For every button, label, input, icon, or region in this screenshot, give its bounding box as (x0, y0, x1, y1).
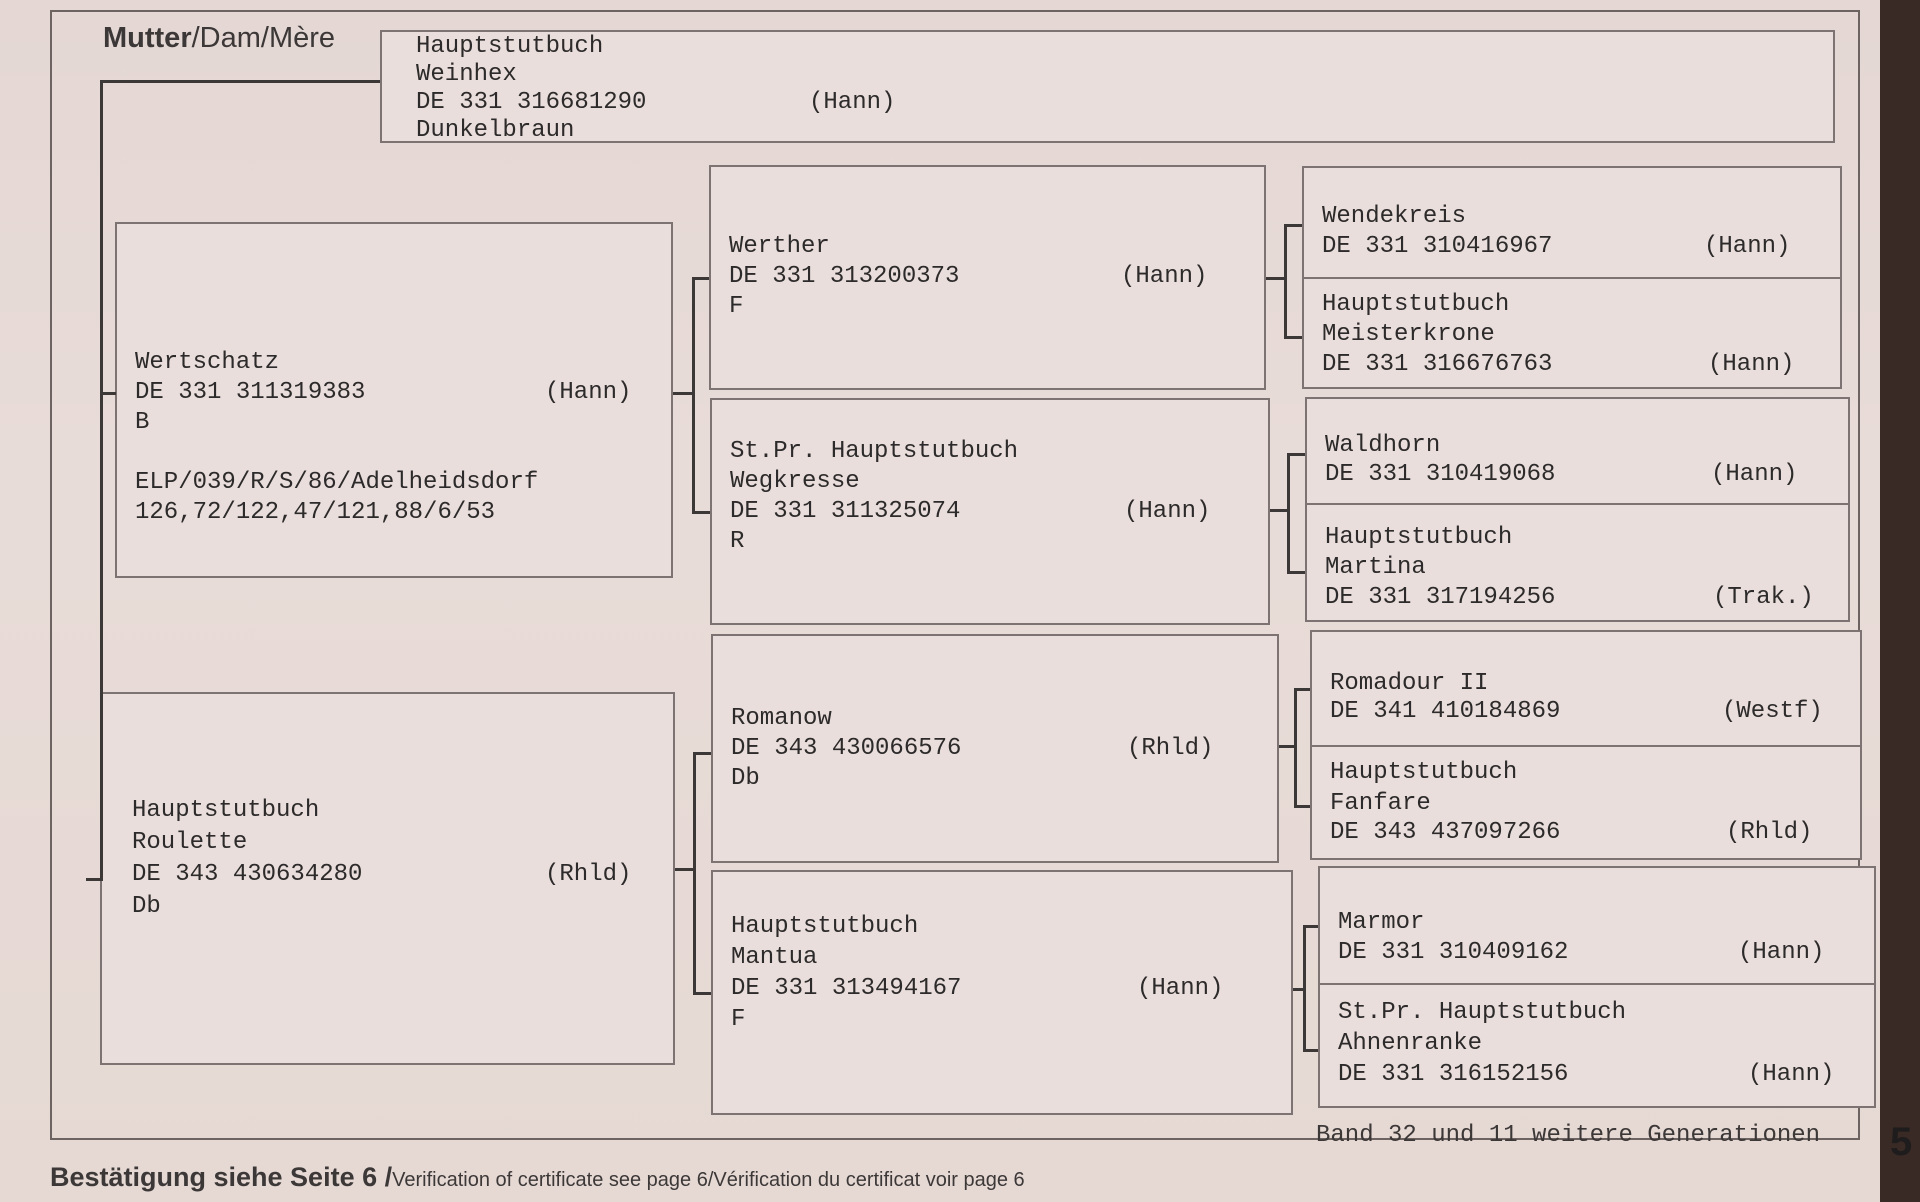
connector-line (1294, 688, 1297, 808)
gen3-5-name: Romadour II (1330, 670, 1489, 697)
gen2-4-studbook: Hauptstutbuch (731, 913, 919, 940)
gen2-1-id: DE 331 313200373 (729, 263, 960, 290)
gen2-1-color: F (729, 293, 744, 320)
connector-line (692, 277, 695, 514)
gen3-pair-4-divider (1320, 983, 1874, 985)
gen1-sire-id: DE 331 311319383 (135, 379, 366, 406)
gen1-dam-box (100, 692, 675, 1065)
gen3-3-name: Waldhorn (1325, 432, 1441, 459)
gen3-8-name: Ahnenranke (1338, 1030, 1483, 1057)
gen2-4-breed: (Hann) (1137, 975, 1224, 1002)
connector-line (1303, 925, 1318, 928)
gen3-pair-4 (1318, 866, 1876, 1108)
dam-studbook: Hauptstutbuch (416, 33, 604, 60)
gen3-8-studbook: St.Pr. Hauptstutbuch (1338, 999, 1627, 1026)
gen2-box-3 (711, 634, 1279, 863)
gen3-7-breed: (Hann) (1738, 939, 1825, 966)
gen2-4-name: Mantua (731, 944, 818, 971)
gen3-3-id: DE 331 310419068 (1325, 461, 1556, 488)
gen3-pair-1 (1302, 166, 1842, 389)
connector-line (1294, 805, 1310, 808)
connector-line (100, 392, 116, 395)
gen2-4-color: F (731, 1006, 746, 1033)
gen3-3-breed: (Hann) (1711, 461, 1798, 488)
dam-id: DE 331 316681290 (416, 89, 647, 116)
gen2-box-1 (709, 165, 1266, 390)
gen3-8-id: DE 331 316152156 (1338, 1061, 1569, 1088)
gen1-sire-name: Wertschatz (135, 349, 280, 376)
gen1-sire-performance: ELP/039/R/S/86/Adelheidsdorf (135, 469, 539, 496)
connector-line (1284, 224, 1287, 339)
gen3-pair-2-divider (1307, 503, 1848, 505)
connector-line (1303, 1049, 1318, 1052)
gen3-2-breed: (Hann) (1708, 351, 1795, 378)
connector-line (1284, 224, 1302, 227)
band-note: Band 32 und 11 weitere Generationen (1316, 1122, 1821, 1149)
connector-line (673, 392, 693, 395)
connector-line (1287, 453, 1305, 456)
connector-line (693, 992, 711, 995)
gen3-6-name: Fanfare (1330, 790, 1431, 817)
gen3-6-studbook: Hauptstutbuch (1330, 759, 1518, 786)
gen2-3-color: Db (731, 765, 760, 792)
gen3-4-id: DE 331 317194256 (1325, 584, 1556, 611)
gen3-6-id: DE 343 437097266 (1330, 819, 1561, 846)
connector-line (1266, 277, 1286, 280)
gen2-box-4 (711, 870, 1293, 1115)
gen3-4-name: Martina (1325, 554, 1426, 581)
connector-line (1287, 571, 1305, 574)
gen3-5-breed: (Westf) (1722, 698, 1823, 725)
connector-line (693, 752, 711, 755)
connector-line (1294, 688, 1310, 691)
gen3-1-breed: (Hann) (1704, 233, 1791, 260)
verification-note (50, 1162, 1025, 1193)
dam-color: Dunkelbraun (416, 117, 575, 144)
gen3-pair-3-divider (1312, 745, 1860, 747)
gen3-2-name: Meisterkrone (1322, 321, 1495, 348)
gen3-pair-2 (1305, 397, 1850, 622)
gen2-1-breed: (Hann) (1121, 263, 1208, 290)
dam-heading-bold: Mutter (103, 22, 192, 54)
gen2-2-color: R (730, 528, 745, 555)
gen1-dam-name: Roulette (132, 829, 248, 856)
gen1-sire-color: B (135, 409, 150, 436)
connector-line (1303, 925, 1306, 1052)
gen3-4-breed: (Trak.) (1713, 584, 1814, 611)
connector-line (675, 868, 695, 871)
gen2-2-breed: (Hann) (1124, 498, 1211, 525)
gen1-sire-scores: 126,72/122,47/121,88/6/53 (135, 499, 496, 526)
dam-breed: (Hann) (809, 89, 896, 116)
dam-heading (103, 22, 335, 55)
gen2-2-id: DE 331 311325074 (730, 498, 961, 525)
gen2-2-name: Wegkresse (730, 468, 860, 495)
verification-note-rest: Verification of certificate see page 6/Vérification du certificat voir page 6 (392, 1169, 1025, 1191)
connector-line (100, 80, 103, 880)
gen3-pair-3 (1310, 630, 1862, 860)
gen3-2-studbook: Hauptstutbuch (1322, 291, 1510, 318)
gen2-box-2 (710, 398, 1270, 625)
gen3-1-id: DE 331 310416967 (1322, 233, 1553, 260)
gen2-3-breed: (Rhld) (1127, 735, 1214, 762)
connector-line (1284, 336, 1302, 339)
gen1-dam-studbook: Hauptstutbuch (132, 797, 320, 824)
connector-line (692, 511, 710, 514)
gen1-dam-color: Db (132, 893, 161, 920)
connector-line (1287, 453, 1290, 574)
gen2-3-id: DE 343 430066576 (731, 735, 962, 762)
connector-line (692, 277, 709, 280)
connector-line (693, 752, 696, 995)
gen3-7-id: DE 331 310409162 (1338, 939, 1569, 966)
dam-box (380, 30, 1835, 143)
gen3-7-name: Marmor (1338, 909, 1425, 936)
gen3-4-studbook: Hauptstutbuch (1325, 524, 1513, 551)
dam-heading-rest: /Dam/Mère (191, 22, 336, 54)
verification-note-bold: Bestätigung siehe Seite 6 / (50, 1162, 393, 1192)
gen2-1-name: Werther (729, 233, 830, 260)
gen2-3-name: Romanow (731, 705, 832, 732)
gen3-1-name: Wendekreis (1322, 203, 1467, 230)
gen3-8-breed: (Hann) (1748, 1061, 1835, 1088)
gen1-dam-id: DE 343 430634280 (132, 861, 363, 888)
gen2-4-id: DE 331 313494167 (731, 975, 962, 1002)
gen3-pair-1-divider (1304, 277, 1840, 279)
gen1-sire-breed: (Hann) (545, 379, 632, 406)
gen3-6-breed: (Rhld) (1726, 819, 1813, 846)
page-number: 5 (1890, 1120, 1913, 1164)
gen1-dam-breed: (Rhld) (545, 861, 632, 888)
gen3-2-id: DE 331 316676763 (1322, 351, 1553, 378)
connector-line (102, 80, 380, 83)
connector-line (86, 878, 103, 881)
gen1-sire-box (115, 222, 673, 578)
gen2-2-studbook: St.Pr. Hauptstutbuch (730, 438, 1019, 465)
gen3-5-id: DE 341 410184869 (1330, 698, 1561, 725)
dam-name: Weinhex (416, 61, 517, 88)
